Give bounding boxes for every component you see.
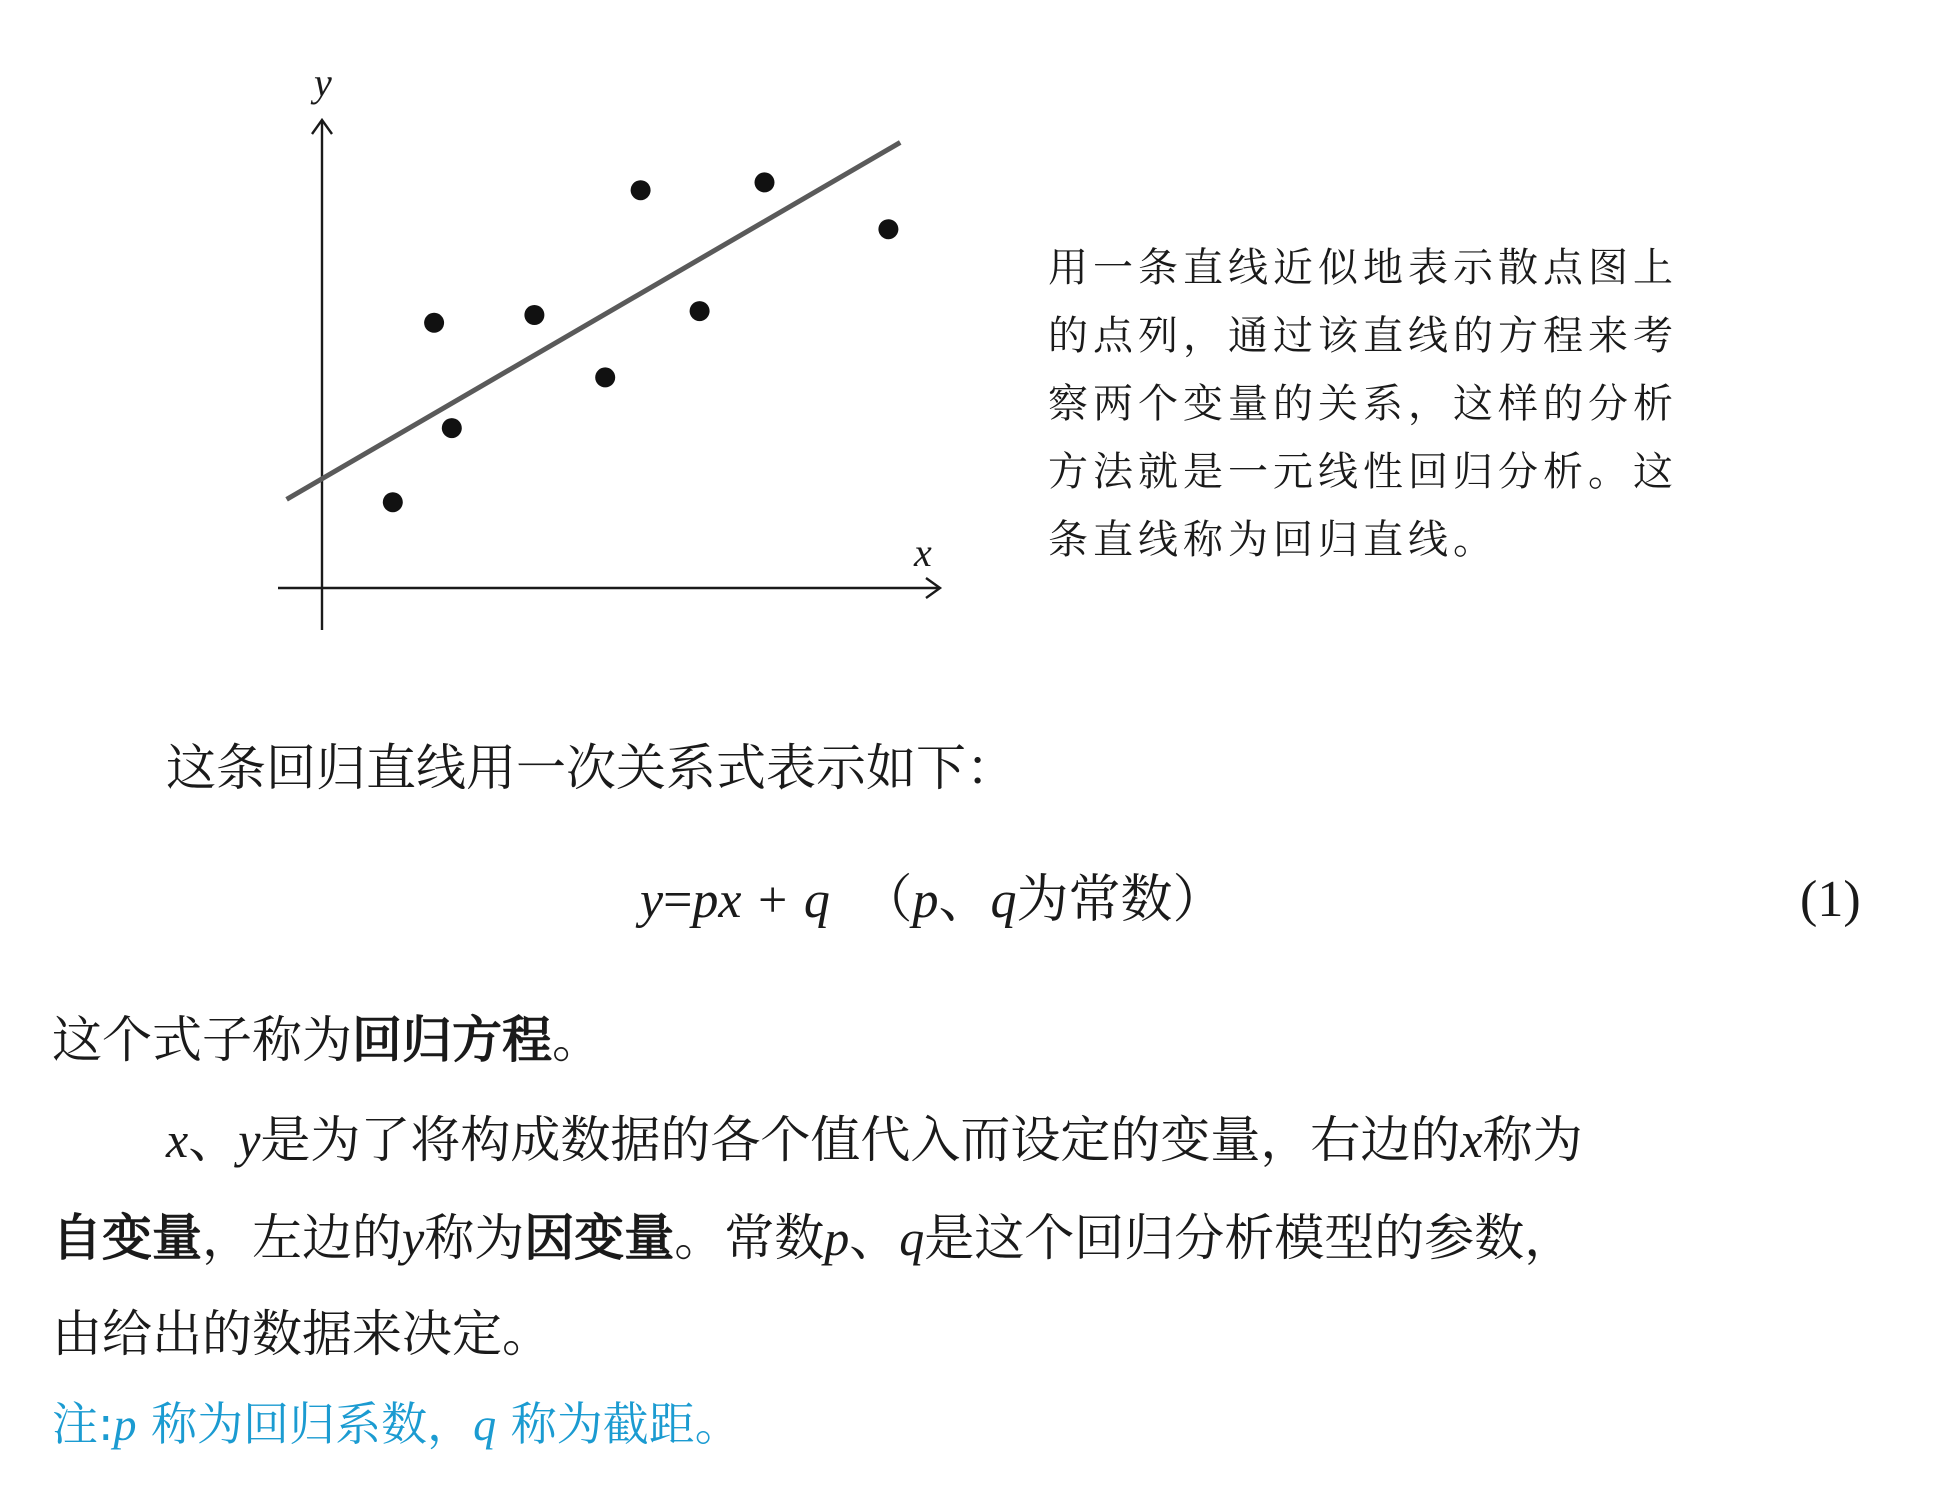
definition-paragraph: [52, 990, 602, 1090]
figure-caption: 用一条直线近似地表示散点图上的点列，通过该直线的方程来考察两个变量的关系，这样的分析方法就是一元线性回归分析。这条直线称为回归直线。: [1048, 245, 1678, 563]
definition-after: 。: [552, 1011, 602, 1069]
term-independent-variable: 自变量: [52, 1209, 202, 1267]
note: [52, 1386, 741, 1463]
note-colon: :: [98, 1397, 114, 1451]
variables-text-1-end: 称为: [1482, 1111, 1583, 1169]
variables-text-2a: ，左边的: [202, 1209, 402, 1267]
variables-text-2d: 是这个回归分析模型的参数，: [924, 1209, 1575, 1267]
eq-sep: 、: [938, 870, 991, 930]
data-point: [631, 180, 651, 200]
variables-text-1: 是为了将构成数据的各个值代入而设定的变量，右边的: [260, 1111, 1461, 1169]
eq-x: x: [718, 872, 742, 929]
eq-q2: q: [990, 872, 1017, 929]
var-x: x: [166, 1112, 189, 1168]
data-point: [383, 492, 403, 512]
eq-const-label: 为常数: [1016, 870, 1173, 930]
variables-text-2c: 。常数: [674, 1209, 825, 1267]
var-y-left: y: [402, 1210, 425, 1266]
regression-equation: [640, 850, 1225, 951]
note-text-1: 称为回归系数，: [151, 1397, 474, 1451]
intro-paragraph: 这条回归直线用一次关系式表示如下：: [166, 739, 1016, 797]
regression-line: [287, 142, 901, 499]
eq-paren-close: ）: [1172, 870, 1225, 930]
chart-marks: [287, 142, 901, 512]
data-point: [755, 172, 775, 192]
eq-p2: p: [912, 872, 939, 929]
note-q: q: [473, 1399, 497, 1450]
eq-q: q: [803, 872, 830, 929]
variables-paragraph-line-1: [166, 1090, 1583, 1190]
var-sep: 、: [188, 1111, 239, 1169]
param-p: p: [824, 1210, 850, 1266]
data-point: [878, 219, 898, 239]
eq-plus: +: [758, 872, 788, 929]
eq-paren-open: （: [860, 870, 913, 930]
variables-text-2b: 称为: [424, 1209, 525, 1267]
note-p: p: [113, 1399, 137, 1450]
data-point: [595, 367, 615, 387]
note-text-2: 称为截距。: [510, 1397, 741, 1451]
y-axis-label: y: [314, 60, 332, 105]
equation-number: (1): [1800, 871, 1861, 928]
data-point: [524, 305, 544, 325]
data-point: [690, 301, 710, 321]
var-x-right: x: [1460, 1112, 1483, 1168]
eq-p: p: [692, 872, 719, 929]
var-y: y: [238, 1112, 261, 1168]
axes: [278, 60, 940, 630]
scatter-plot: [0, 0, 980, 650]
data-point: [442, 418, 462, 438]
note-label: 注: [52, 1397, 98, 1451]
term-regression-equation: 回归方程: [352, 1011, 552, 1069]
eq-equals: =: [663, 872, 693, 929]
equation-row: [0, 850, 1936, 950]
data-point: [424, 313, 444, 333]
param-q: q: [899, 1210, 925, 1266]
param-sep: 、: [849, 1209, 900, 1267]
definition-before: 这个式子称为: [52, 1011, 352, 1069]
x-axis-label: x: [914, 530, 932, 575]
variables-paragraph-line-2: [52, 1188, 1574, 1288]
term-dependent-variable: 因变量: [524, 1209, 675, 1267]
eq-y: y: [640, 872, 664, 929]
variables-paragraph-line-3: 由给出的数据来决定。: [52, 1305, 552, 1363]
